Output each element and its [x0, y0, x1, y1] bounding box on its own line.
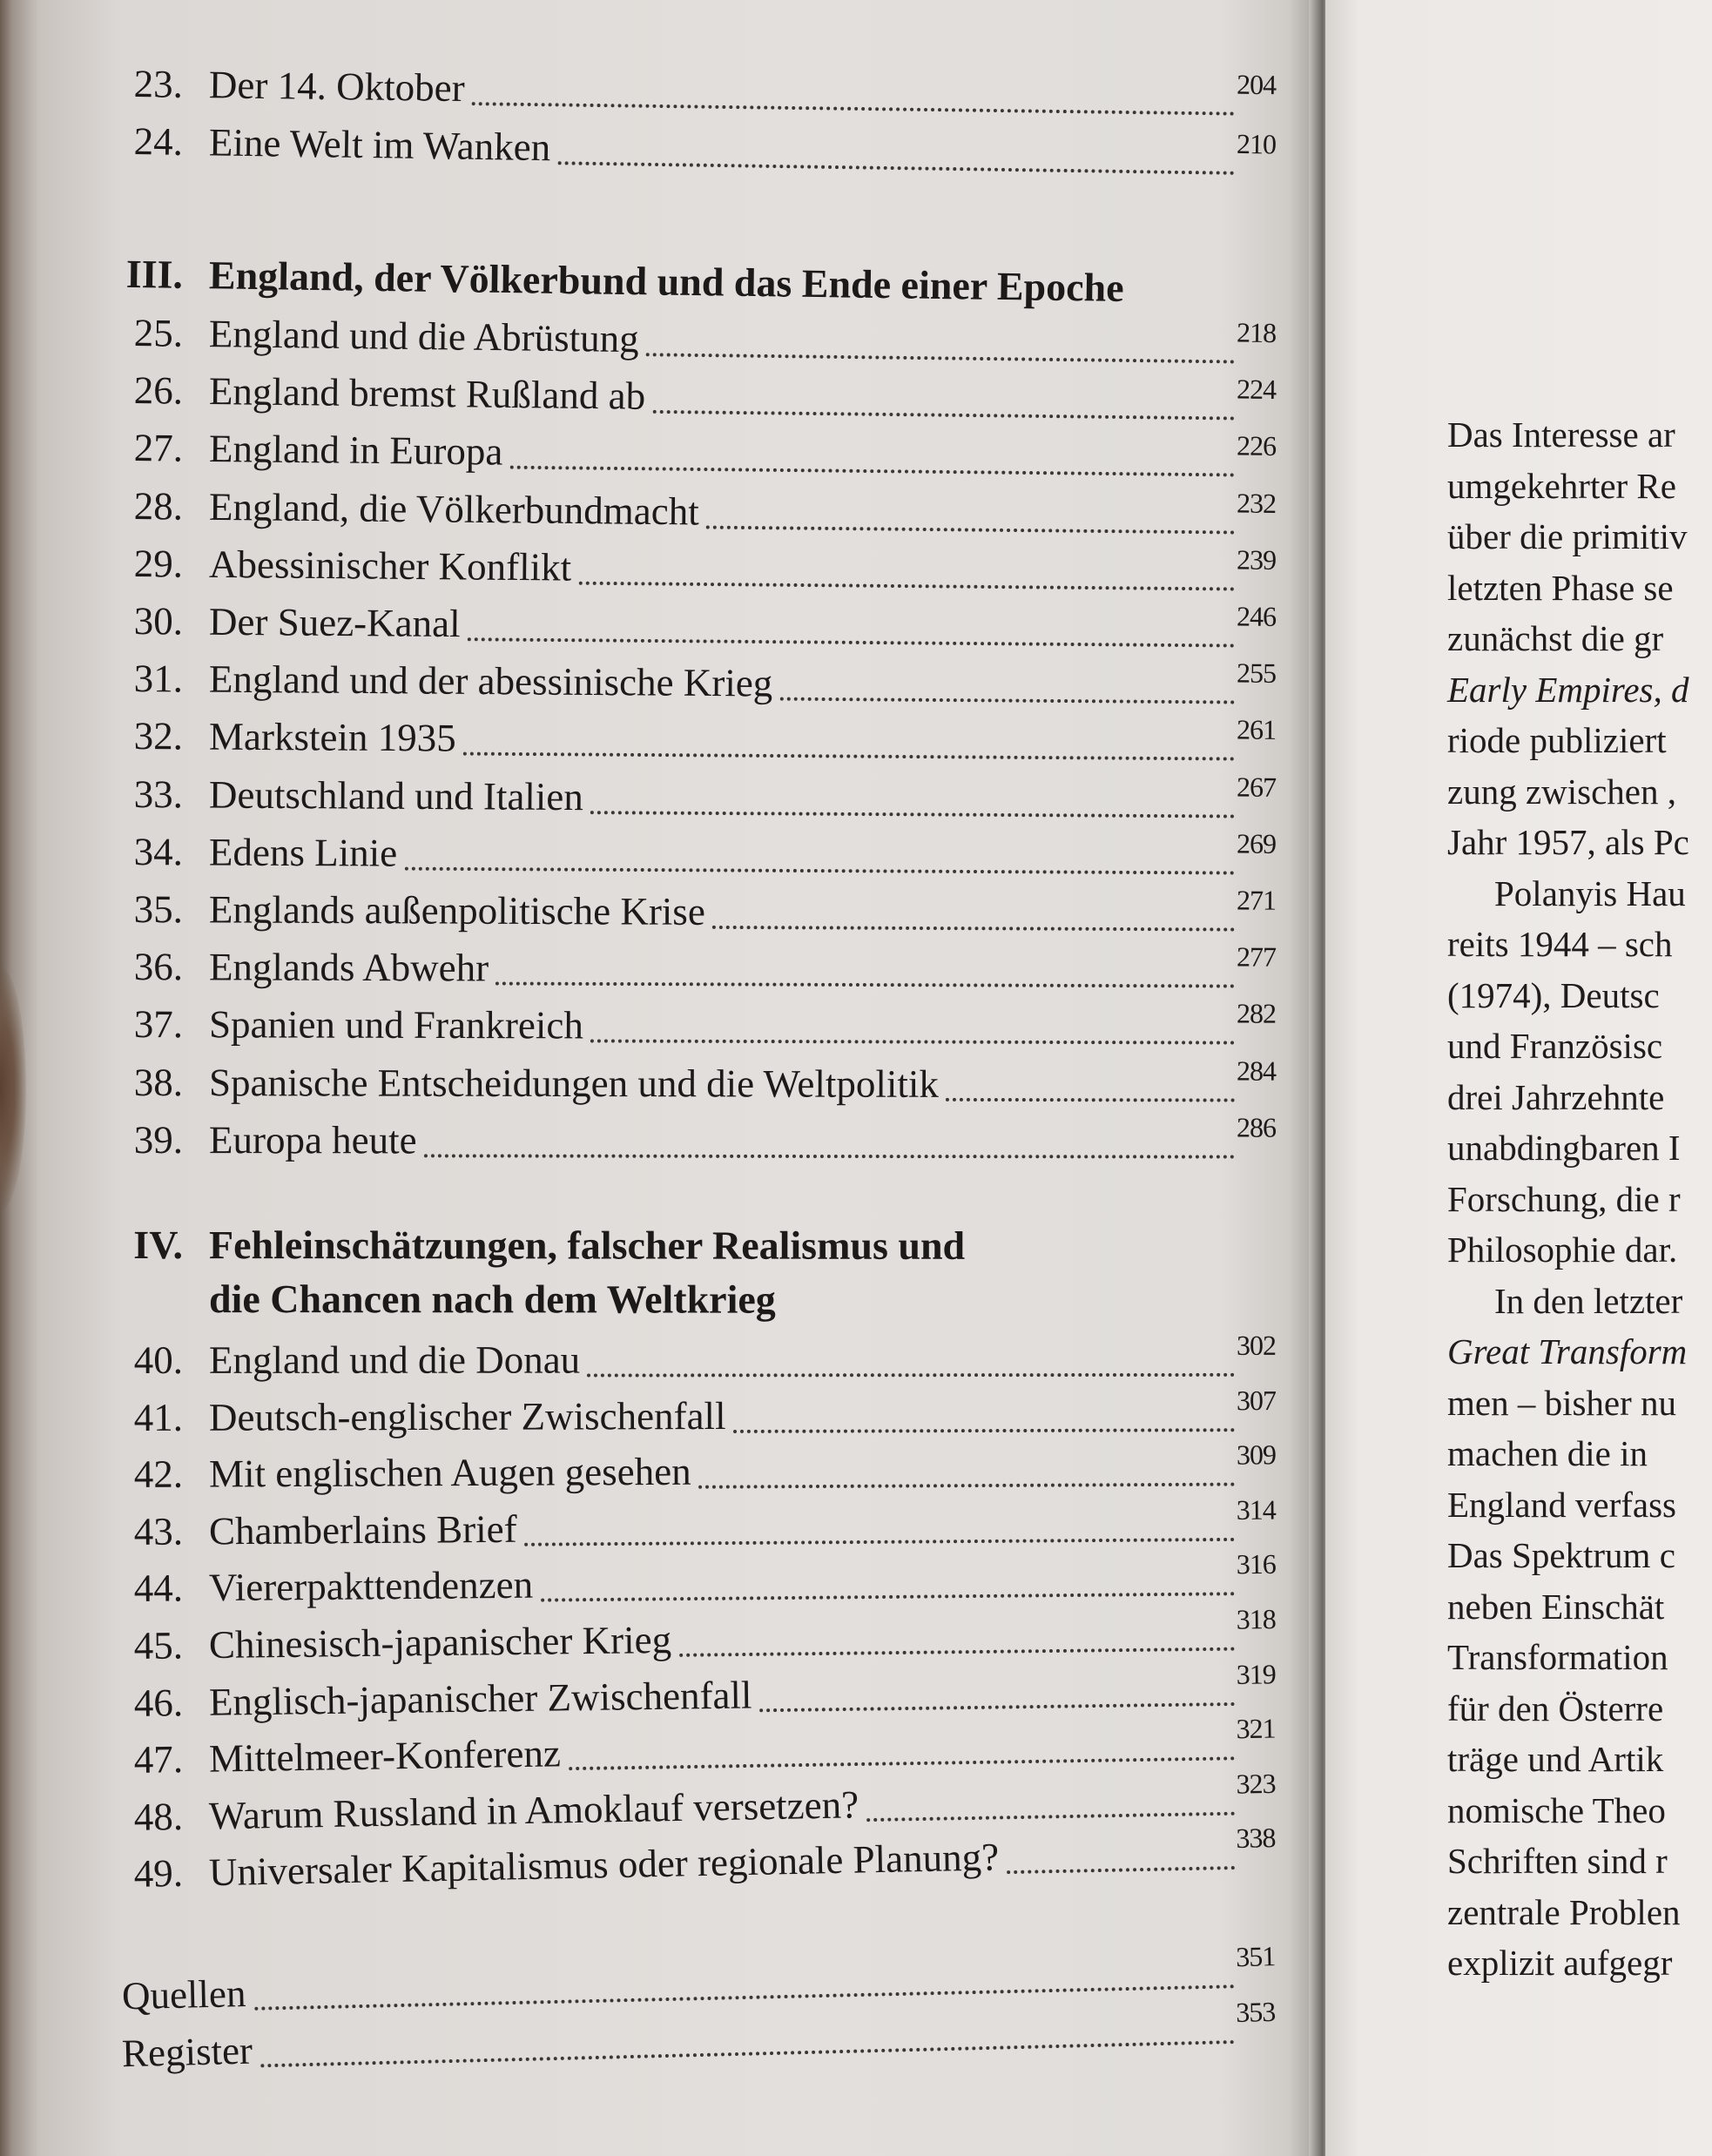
entry-title: Warum Russland in Amoklauf versetzen?: [208, 1782, 859, 1838]
entry-page-number: 353: [1235, 1995, 1276, 2028]
toc-entry[interactable]: [0, 478, 1306, 543]
toc-entry[interactable]: [0, 709, 1306, 770]
entry-title: Chamberlains Brief: [208, 1506, 517, 1553]
entry-title: Mittelmeer-Konferenz: [208, 1731, 562, 1781]
entry-number: 35.: [133, 887, 184, 932]
text-line: für den Österre: [1447, 1688, 1664, 1728]
toc-entry[interactable]: [0, 767, 1306, 827]
dot-leader: [587, 1370, 1235, 1378]
entry-page-number: 338: [1236, 1822, 1276, 1855]
entry-number: 40.: [133, 1337, 184, 1382]
dot-leader: [463, 749, 1235, 761]
entry-number: 28.: [133, 483, 184, 529]
entry-page-number: 323: [1236, 1767, 1276, 1800]
toc-entry[interactable]: [0, 1329, 1306, 1386]
entry-title: Spanische Entscheidungen und die Weltpolitik: [208, 1060, 939, 1106]
section-heading-iv: [0, 1219, 1306, 1328]
dot-leader: [706, 522, 1235, 534]
entry-title: Universaler Kapitalismus oder regionale Planung?: [208, 1835, 1000, 1895]
text-line: zunächst die gr: [1447, 618, 1664, 658]
dot-leader: [679, 1644, 1235, 1657]
entry-number: 38.: [133, 1060, 184, 1104]
entry-number: 27.: [133, 426, 184, 471]
toc-entry[interactable]: [0, 113, 1306, 185]
entry-number: 44.: [133, 1566, 184, 1611]
text-line: Transformation: [1447, 1637, 1668, 1677]
entry-number: 23.: [133, 62, 184, 106]
dot-leader: [495, 979, 1235, 988]
toc-entry[interactable]: [0, 940, 1306, 997]
entry-title: Der 14. Oktober: [208, 63, 465, 111]
entry-title: Deutsch-englischer Zwischenfall: [208, 1393, 726, 1439]
entry-page-number: 319: [1236, 1657, 1276, 1690]
toc-entry[interactable]: [0, 651, 1306, 713]
entry-title: Edens Linie: [208, 830, 398, 875]
entry-title: Mit englischen Augen gesehen: [208, 1449, 691, 1496]
entry-title: Quellen: [121, 1971, 246, 2018]
entry-number: 39.: [133, 1117, 184, 1162]
entry-page-number: 314: [1236, 1493, 1276, 1526]
entry-page-number: 226: [1236, 429, 1277, 462]
entry-title: Europa heute: [208, 1117, 417, 1162]
dot-leader: [590, 1036, 1235, 1045]
entry-number: 34.: [133, 829, 184, 874]
text-line: Early Empires, d: [1447, 669, 1689, 710]
toc-entry[interactable]: [0, 1548, 1306, 1616]
entry-page-number: 267: [1236, 771, 1277, 803]
dot-leader: [468, 634, 1235, 647]
entry-number: 37.: [133, 1002, 184, 1047]
entry-title: Viererpakttendenzen: [208, 1563, 534, 1610]
entry-page-number: 255: [1236, 657, 1277, 690]
entry-title: England in Europa: [208, 427, 503, 474]
entry-number: 29.: [133, 541, 184, 586]
dot-leader: [424, 1150, 1235, 1158]
entry-title: Der Suez-Kanal: [208, 599, 461, 646]
text-line: drei Jahrzehnte: [1447, 1076, 1665, 1117]
dot-leader: [780, 694, 1235, 704]
text-line: zentrale Problen: [1447, 1891, 1681, 1932]
text-line: träge und Artik: [1447, 1739, 1664, 1779]
text-line: Forschung, die r: [1447, 1178, 1681, 1219]
entry-title: Englands außenpolitische Krise: [208, 887, 705, 933]
entry-page-number: 204: [1236, 68, 1277, 101]
text-line: England verfass: [1447, 1484, 1676, 1525]
toc-entry[interactable]: [0, 362, 1306, 429]
text-line: über die primitiv: [1447, 516, 1688, 556]
entry-page-number: 302: [1236, 1329, 1277, 1361]
entry-page-number: 316: [1236, 1548, 1276, 1580]
text-line: Great Transform: [1447, 1331, 1688, 1371]
text-line: In den letzter: [1494, 1280, 1683, 1321]
text-line: Polanyis Hau: [1494, 873, 1686, 913]
entry-number: 25.: [133, 311, 184, 355]
entry-number: 33.: [133, 771, 184, 816]
text-line: reits 1944 – sch: [1447, 924, 1673, 964]
section-number: IV.: [133, 1223, 184, 1268]
entry-number: 32.: [133, 714, 184, 758]
entry-page-number: 277: [1236, 940, 1277, 973]
entry-page-number: 318: [1236, 1603, 1276, 1635]
entry-title: England und die Abrüstung: [208, 312, 639, 361]
entry-title: Register: [121, 2028, 253, 2076]
dot-leader: [541, 1589, 1235, 1602]
entry-page-number: 284: [1236, 1054, 1277, 1087]
entry-page-number: 210: [1236, 127, 1277, 160]
dot-leader: [590, 807, 1235, 818]
entry-page-number: 351: [1235, 1940, 1276, 1973]
entry-number: 36.: [133, 945, 184, 989]
toc-entry[interactable]: [0, 536, 1306, 600]
dot-leader: [698, 1479, 1235, 1489]
text-line: machen die in: [1447, 1433, 1648, 1473]
entry-page-number: 261: [1236, 713, 1277, 746]
dot-leader: [472, 98, 1235, 115]
entry-number: 46.: [133, 1680, 184, 1725]
section-title-line-1: Fehleinschätzungen, falscher Realismus und: [209, 1223, 966, 1268]
entry-page-number: 286: [1236, 1111, 1277, 1143]
section-heading-iii: [0, 246, 1306, 317]
entry-page-number: 271: [1236, 884, 1277, 916]
toc-entry[interactable]: [0, 1438, 1306, 1501]
dot-leader: [510, 462, 1235, 477]
text-line: und Französisc: [1447, 1026, 1663, 1066]
entry-title: Markstein 1935: [208, 714, 456, 760]
entry-page-number: 307: [1236, 1384, 1277, 1416]
entry-title: Englisch-japanischer Zwischenfall: [208, 1673, 752, 1724]
dot-leader: [569, 1753, 1235, 1770]
dot-leader: [579, 577, 1235, 590]
text-line: Das Interesse ar: [1447, 414, 1675, 455]
entry-number: 31.: [133, 657, 184, 701]
text-line: Das Spektrum c: [1447, 1535, 1675, 1575]
entry-page-number: 309: [1236, 1438, 1276, 1471]
entry-page-number: 224: [1236, 373, 1277, 406]
entry-number: 47.: [133, 1737, 184, 1782]
entry-page-number: 232: [1236, 487, 1277, 519]
section-number: III.: [125, 251, 184, 297]
entry-page-number: 282: [1236, 997, 1277, 1030]
entry-number: 48.: [133, 1794, 184, 1839]
dot-leader: [261, 2037, 1235, 2067]
entry-title: England, die Völkerbundmacht: [208, 484, 700, 534]
dot-leader: [946, 1094, 1235, 1102]
right-page: [1325, 0, 1712, 2156]
entry-title: England und der abessinische Krieg: [208, 657, 773, 705]
toc-entry[interactable]: [0, 421, 1306, 487]
text-line: explizit aufgegr: [1447, 1943, 1673, 1983]
dot-leader: [733, 1425, 1235, 1433]
entry-page-number: 321: [1236, 1712, 1276, 1745]
toc-entry[interactable]: [0, 1384, 1306, 1444]
dot-leader: [759, 1699, 1235, 1712]
entry-title: England bremst Rußland ab: [208, 369, 646, 418]
text-line: Jahr 1957, als Pc: [1447, 822, 1689, 862]
entry-number: 24.: [133, 119, 184, 164]
section-title: England, der Völkerbund und das Ende einer Epoche: [208, 253, 1124, 310]
toc-entry[interactable]: [0, 882, 1306, 940]
entry-number: 42.: [133, 1452, 184, 1497]
entry-page-number: 239: [1236, 543, 1277, 576]
entry-title: Englands Abwehr: [208, 945, 489, 990]
entry-number: 45.: [133, 1623, 184, 1668]
dot-leader: [558, 158, 1235, 175]
toc-entry[interactable]: [0, 825, 1306, 884]
entry-number: 41.: [133, 1395, 184, 1439]
entry-title: England und die Donau: [208, 1337, 581, 1382]
dot-leader: [712, 922, 1235, 932]
text-line: neben Einschät: [1447, 1586, 1665, 1627]
entry-page-number: 246: [1236, 600, 1277, 632]
toc-entry[interactable]: [0, 1111, 1306, 1168]
dot-leader: [404, 863, 1235, 874]
dot-leader: [653, 407, 1235, 421]
entry-number: 43.: [133, 1509, 184, 1553]
toc-entry[interactable]: [0, 305, 1306, 373]
dot-leader: [524, 1534, 1235, 1546]
entry-page-number: 269: [1236, 827, 1277, 859]
toc-entry[interactable]: [0, 998, 1306, 1054]
toc-entry[interactable]: [0, 1493, 1306, 1559]
section-title-line-2: die Chancen nach dem Weltkrieg: [208, 1277, 776, 1322]
entry-page-number: 218: [1236, 316, 1277, 349]
toc-entry[interactable]: [0, 56, 1306, 125]
toc-entry[interactable]: [0, 594, 1306, 657]
text-line: zung zwischen ,: [1447, 771, 1676, 812]
text-line: umgekehrter Re: [1447, 465, 1676, 506]
text-line: men – bisher nu: [1447, 1382, 1677, 1423]
entry-number: 49.: [133, 1851, 184, 1897]
entry-number: 30.: [133, 599, 184, 643]
text-line: unabdingbaren I: [1447, 1128, 1681, 1168]
entry-title: Deutschland und Italien: [208, 772, 584, 819]
text-line: riode publiziert: [1447, 720, 1667, 760]
entry-number: 26.: [133, 368, 184, 413]
entry-title: Eine Welt im Wanken: [208, 120, 551, 170]
text-line: (1974), Deutsc: [1447, 974, 1660, 1015]
text-line: Philosophie dar.: [1447, 1230, 1678, 1270]
text-line: nomische Theo: [1447, 1789, 1666, 1830]
dot-leader: [646, 349, 1235, 363]
entry-title: Spanien und Frankreich: [208, 1002, 583, 1048]
dot-leader: [866, 1808, 1235, 1821]
right-page-text: [1447, 409, 1712, 1989]
entry-title: Abessinischer Konflikt: [208, 542, 572, 590]
entry-title: Chinesisch-japanischer Krieg: [208, 1617, 672, 1667]
text-line: Schriften sind r: [1447, 1841, 1668, 1881]
dot-leader: [1007, 1863, 1235, 1874]
toc-entry[interactable]: [0, 1055, 1306, 1110]
text-line: letzten Phase se: [1447, 567, 1674, 608]
